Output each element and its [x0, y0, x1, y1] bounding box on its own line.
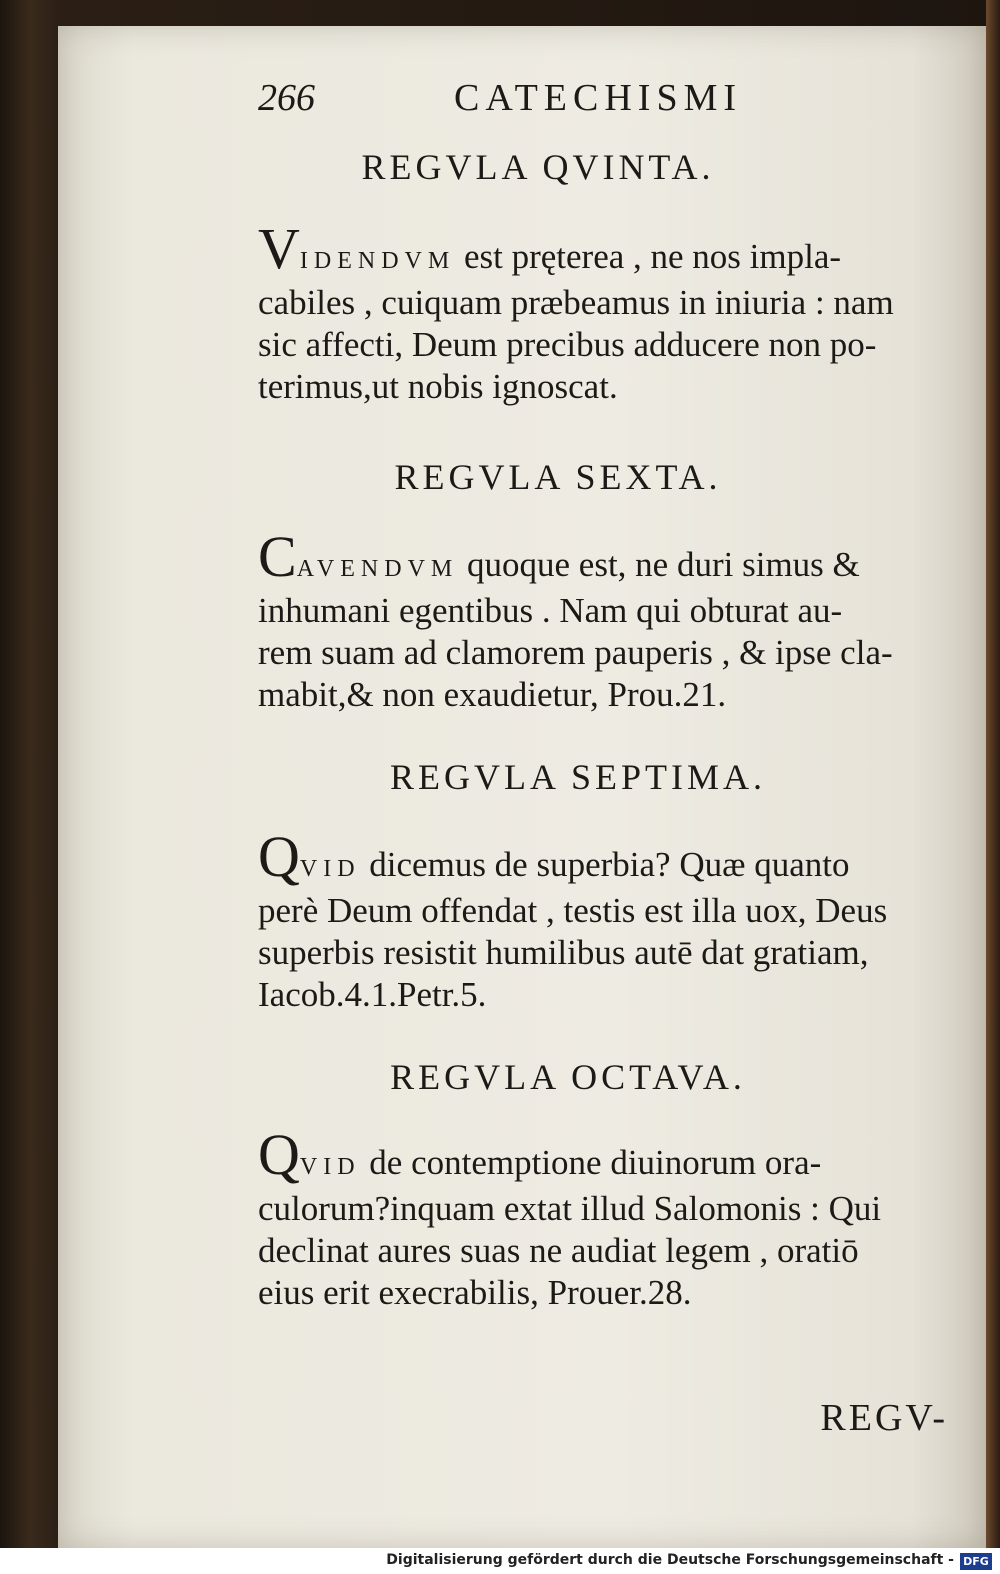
book-page: [58, 26, 986, 1548]
drop-cap: Q: [258, 824, 300, 889]
rule-paragraph: [258, 216, 948, 408]
lead-word: IDENDVM: [299, 248, 456, 274]
text-line: declinat aures suas ne audiat legem , oratiō: [258, 1231, 859, 1270]
digitization-footer: [0, 1548, 1000, 1574]
rule-heading: REGVLA QVINTA.: [361, 147, 715, 187]
page-number: 266: [258, 77, 315, 119]
catchword: REGV-: [820, 1397, 948, 1439]
lead-word: VID: [299, 1154, 361, 1180]
text-line: cabiles , cuiquam præbeamus in iniuria : nam: [258, 283, 894, 322]
rule-heading: REGVLA SEXTA.: [394, 457, 722, 497]
text-line: eius erit execrabilis, Prouer.28.: [258, 1273, 692, 1312]
text-line: mabit,& non exaudietur, Prou.21.: [258, 675, 727, 714]
footer-credit: Digitalisierung gefördert durch die Deutsche Forschungsgemeinschaft -: [386, 1552, 954, 1568]
rule-paragraph: [258, 1122, 948, 1314]
dfg-logo-icon: DFG: [960, 1553, 992, 1570]
text-block: [258, 76, 958, 1439]
text-line: de contemptione diuinorum ora-: [369, 1143, 822, 1182]
rule-section: [258, 756, 958, 1056]
lead-word: AVENDVM: [296, 556, 459, 582]
rule-paragraph: [258, 524, 948, 716]
text-line: culorum?inquam extat illud Salomonis : Qui: [258, 1189, 882, 1228]
text-line: est pręterea , ne nos impla-: [463, 237, 842, 276]
text-line: superbis resistit humilibus autē dat gratiam,: [258, 933, 869, 972]
text-line: sic affecti, Deum precibus adducere non po-: [258, 325, 877, 364]
text-line: dicemus de superbia? Quæ quanto: [369, 845, 850, 884]
text-line: quoque est, ne duri simus &: [467, 545, 860, 584]
rule-section: [258, 146, 958, 456]
running-head: [258, 76, 958, 146]
drop-cap: C: [258, 524, 297, 589]
text-line: rem suam ad clamorem pauperis , & ipse cla-: [258, 633, 893, 672]
text-line: terimus,ut nobis ignoscat.: [258, 367, 618, 406]
book-spine-edge: [986, 0, 1000, 1574]
rule-paragraph: [258, 824, 948, 1016]
text-line: perè Deum offendat , testis est illa uox, Deus: [258, 891, 888, 930]
running-title: CATECHISMI: [454, 77, 743, 119]
rule-section: [258, 456, 958, 756]
rule-heading: REGVLA SEPTIMA.: [389, 757, 767, 797]
text-line: Iacob.4.1.Petr.5.: [258, 975, 487, 1014]
lead-word: VID: [299, 856, 361, 882]
drop-cap: Q: [258, 1122, 300, 1187]
rule-heading: REGVLA OCTAVA.: [390, 1057, 746, 1097]
drop-cap: V: [258, 216, 300, 281]
rule-section: [258, 1056, 958, 1356]
text-line: inhumani egentibus . Nam qui obturat au-: [258, 591, 843, 630]
